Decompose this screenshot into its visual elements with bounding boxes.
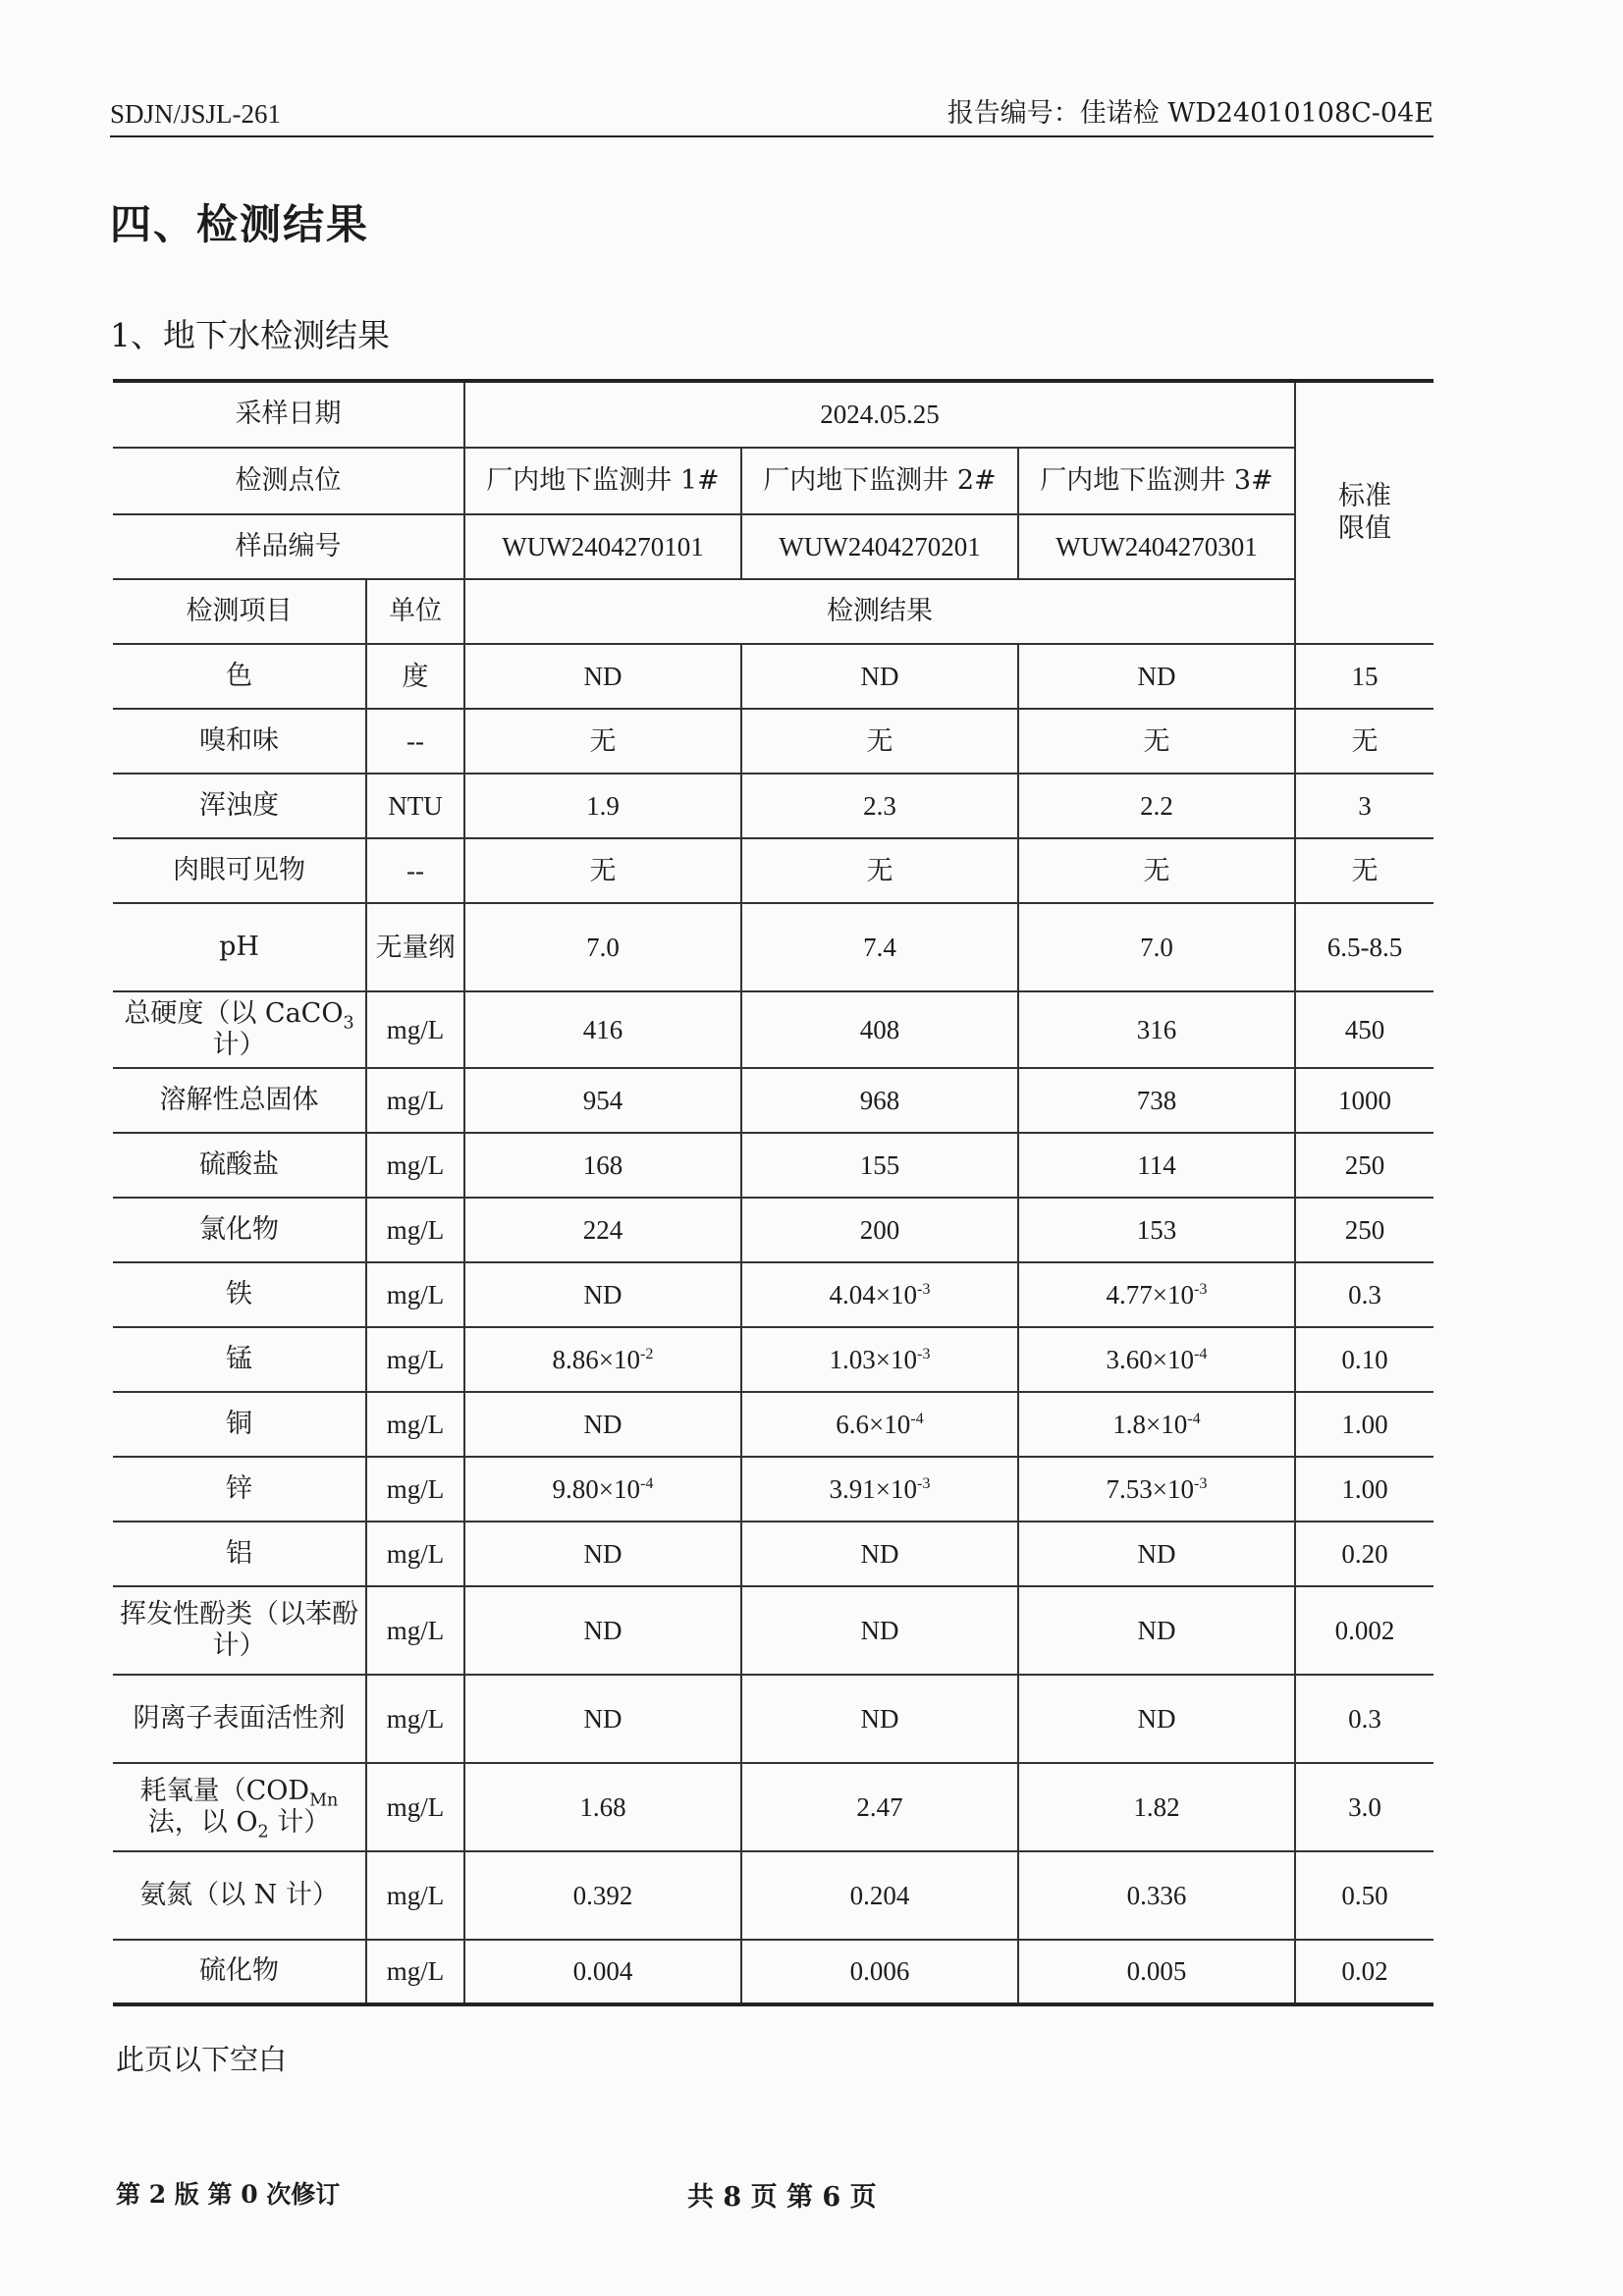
result-point-2: 968 (741, 1068, 1018, 1133)
page-header (110, 94, 1434, 137)
item-unit: mg/L (366, 1327, 464, 1392)
result-point-3: 无 (1018, 709, 1295, 774)
result-point-2: $3.91\times 10^{-3}$ (741, 1457, 1018, 1522)
result-point-3: $3.60\times 10^{-4}$ (1018, 1327, 1295, 1392)
result-point-3: 114 (1018, 1133, 1295, 1198)
result-point-1: ND (464, 1586, 741, 1675)
result-point-3: 316 (1018, 991, 1295, 1068)
table-row (113, 709, 1434, 774)
standard-limit: 250 (1295, 1133, 1434, 1198)
standard-limit: 250 (1295, 1198, 1434, 1262)
doc-code: SDJN/JSJL-261 (110, 99, 282, 129)
table-row (113, 1068, 1434, 1133)
sample-label: 样品编号 (113, 514, 464, 579)
result-point-1: 1.68 (464, 1763, 741, 1851)
result-point-1: 0.392 (464, 1851, 741, 1940)
section-title: 四、检测结果 (110, 200, 370, 248)
sample-2: WUW2404270201 (741, 514, 1018, 579)
table-row (113, 1763, 1434, 1851)
standard-limit: 3 (1295, 774, 1434, 838)
sample-1: WUW2404270101 (464, 514, 741, 579)
point-1: 厂内地下监测井 1# (464, 448, 741, 514)
item-unit: -- (366, 709, 464, 774)
result-point-3: $7.53\times 10^{-3}$ (1018, 1457, 1295, 1522)
table-row (113, 838, 1434, 903)
result-point-1: ND (464, 1675, 741, 1763)
sampling-date-label: 采样日期 (113, 381, 464, 448)
item-unit: mg/L (366, 1198, 464, 1262)
result-point-3: ND (1018, 1586, 1295, 1675)
sampling-point-row (113, 448, 1434, 514)
item-unit: mg/L (366, 1068, 464, 1133)
item-name: 色 (113, 644, 366, 709)
unit-header: 单位 (366, 579, 464, 644)
result-point-1: 1.9 (464, 774, 741, 838)
result-point-1: ND (464, 1522, 741, 1586)
table-row (113, 774, 1434, 838)
item-name: pH (113, 903, 366, 991)
item-name: 氨氮（以 N 计） (113, 1851, 366, 1940)
result-point-1: 224 (464, 1198, 741, 1262)
item-unit: mg/L (366, 1392, 464, 1457)
result-point-2: 2.47 (741, 1763, 1018, 1851)
standard-limit: 3.0 (1295, 1763, 1434, 1851)
result-point-2: ND (741, 644, 1018, 709)
item-unit: mg/L (366, 991, 464, 1068)
result-point-3: ND (1018, 644, 1295, 709)
item-name: 嗅和味 (113, 709, 366, 774)
standard-limit-header: 标准 限值 (1295, 381, 1434, 644)
result-point-1: ND (464, 644, 741, 709)
result-point-3: 2.2 (1018, 774, 1295, 838)
standard-limit: 1000 (1295, 1068, 1434, 1133)
result-point-2: 408 (741, 991, 1018, 1068)
standard-limit: 0.20 (1295, 1522, 1434, 1586)
table-row (113, 1457, 1434, 1522)
result-point-2: $6.6\times 10^{-4}$ (741, 1392, 1018, 1457)
result-point-2: 0.006 (741, 1940, 1018, 2004)
item-name: 锌 (113, 1457, 366, 1522)
table-row (113, 1586, 1434, 1675)
result-point-3: 153 (1018, 1198, 1295, 1262)
item-name: 氯化物 (113, 1198, 366, 1262)
item-unit: mg/L (366, 1262, 464, 1327)
standard-limit: 1.00 (1295, 1457, 1434, 1522)
standard-limit: 0.02 (1295, 1940, 1434, 2004)
item-name: 阴离子表面活性剂 (113, 1675, 366, 1763)
item-unit: mg/L (366, 1586, 464, 1675)
result-point-3: 0.005 (1018, 1940, 1295, 2004)
table-row (113, 1262, 1434, 1327)
result-point-3: 7.0 (1018, 903, 1295, 991)
table-row (113, 1675, 1434, 1763)
sample-3: WUW2404270301 (1018, 514, 1295, 579)
item-unit: mg/L (366, 1457, 464, 1522)
standard-limit: 1.00 (1295, 1392, 1434, 1457)
result-point-3: 1.82 (1018, 1763, 1295, 1851)
table-row (113, 1851, 1434, 1940)
item-name: 铁 (113, 1262, 366, 1327)
result-point-1: ND (464, 1392, 741, 1457)
table-row (113, 903, 1434, 991)
item-unit: 度 (366, 644, 464, 709)
result-header: 检测结果 (464, 579, 1295, 644)
result-point-1: 168 (464, 1133, 741, 1198)
result-point-2: ND (741, 1522, 1018, 1586)
item-unit: mg/L (366, 1763, 464, 1851)
standard-limit: 15 (1295, 644, 1434, 709)
standard-limit: 0.3 (1295, 1675, 1434, 1763)
standard-limit: 6.5-8.5 (1295, 903, 1434, 991)
standard-limit: 0.50 (1295, 1851, 1434, 1940)
item-unit: mg/L (366, 1940, 464, 2004)
item-name: 耗氧量（$COD_{Mn}$ 法，以 $O_2$ 计） (113, 1763, 366, 1851)
item-unit: mg/L (366, 1675, 464, 1763)
item-unit: -- (366, 838, 464, 903)
result-point-2: 155 (741, 1133, 1018, 1198)
item-name: 溶解性总固体 (113, 1068, 366, 1133)
item-unit: 无量纲 (366, 903, 464, 991)
result-point-3: ND (1018, 1522, 1295, 1586)
result-point-1: 0.004 (464, 1940, 741, 2004)
result-point-2: 2.3 (741, 774, 1018, 838)
point-2: 厂内地下监测井 2# (741, 448, 1018, 514)
table-row (113, 1327, 1434, 1392)
standard-limit: 无 (1295, 709, 1434, 774)
standard-limit: 0.3 (1295, 1262, 1434, 1327)
result-point-2: $1.03\times 10^{-3}$ (741, 1327, 1018, 1392)
table-row (113, 644, 1434, 709)
result-point-3: ND (1018, 1675, 1295, 1763)
result-point-2: 7.4 (741, 903, 1018, 991)
item-name: 硫酸盐 (113, 1133, 366, 1198)
result-point-2: ND (741, 1586, 1018, 1675)
item-name: 挥发性酚类（以苯酚计） (113, 1586, 366, 1675)
standard-limit: 0.10 (1295, 1327, 1434, 1392)
result-point-2: 200 (741, 1198, 1018, 1262)
item-unit: mg/L (366, 1133, 464, 1198)
result-point-1: $9.80\times 10^{-4}$ (464, 1457, 741, 1522)
groundwater-results-table (113, 379, 1434, 2006)
result-point-2: ND (741, 1675, 1018, 1763)
report-number: 报告编号：佳诺检 WD24010108C-04E (947, 98, 1434, 129)
result-point-3: 0.336 (1018, 1851, 1295, 1940)
sample-id-row (113, 514, 1434, 579)
result-point-2: 0.204 (741, 1851, 1018, 1940)
item-name: 浑浊度 (113, 774, 366, 838)
standard-limit: 0.002 (1295, 1586, 1434, 1675)
result-point-3: 无 (1018, 838, 1295, 903)
sampling-date-value: 2024.05.25 (464, 381, 1295, 448)
page-number: 共 8 页 第 6 页 (687, 2182, 877, 2213)
table-row (113, 1198, 1434, 1262)
result-point-1: 7.0 (464, 903, 741, 991)
result-point-1: ND (464, 1262, 741, 1327)
result-point-1: $8.86\times 10^{-2}$ (464, 1327, 741, 1392)
result-point-1: 416 (464, 991, 741, 1068)
item-name: 肉眼可见物 (113, 838, 366, 903)
result-point-1: 954 (464, 1068, 741, 1133)
item-name: 锰 (113, 1327, 366, 1392)
blank-page-note: 此页以下空白 (116, 2043, 288, 2076)
item-name: 铝 (113, 1522, 366, 1586)
point-3: 厂内地下监测井 3# (1018, 448, 1295, 514)
item-unit: NTU (366, 774, 464, 838)
result-point-3: 738 (1018, 1068, 1295, 1133)
result-point-2: 无 (741, 838, 1018, 903)
table-row (113, 1392, 1434, 1457)
item-header: 检测项目 (113, 579, 366, 644)
result-point-3: $1.8\times 10^{-4}$ (1018, 1392, 1295, 1457)
table-row (113, 991, 1434, 1068)
column-header-row (113, 579, 1434, 644)
item-unit: mg/L (366, 1522, 464, 1586)
item-name: 硫化物 (113, 1940, 366, 2004)
item-unit: mg/L (366, 1851, 464, 1940)
item-name: 铜 (113, 1392, 366, 1457)
result-point-1: 无 (464, 838, 741, 903)
item-name: 总硬度（以 CaCO$_3$ 计） (113, 991, 366, 1068)
standard-limit: 无 (1295, 838, 1434, 903)
result-point-2: 无 (741, 709, 1018, 774)
table-row (113, 1522, 1434, 1586)
point-label: 检测点位 (113, 448, 464, 514)
result-point-2: $4.04\times 10^{-3}$ (741, 1262, 1018, 1327)
sampling-date-row (113, 381, 1434, 448)
result-point-3: $4.77\times 10^{-3}$ (1018, 1262, 1295, 1327)
table-row (113, 1133, 1434, 1198)
subsection-title: 1、地下水检测结果 (110, 316, 390, 354)
result-point-1: 无 (464, 709, 741, 774)
table-row (113, 1940, 1434, 2004)
revision-info: 第 2 版 第 0 次修订 (116, 2180, 341, 2209)
standard-limit: 450 (1295, 991, 1434, 1068)
